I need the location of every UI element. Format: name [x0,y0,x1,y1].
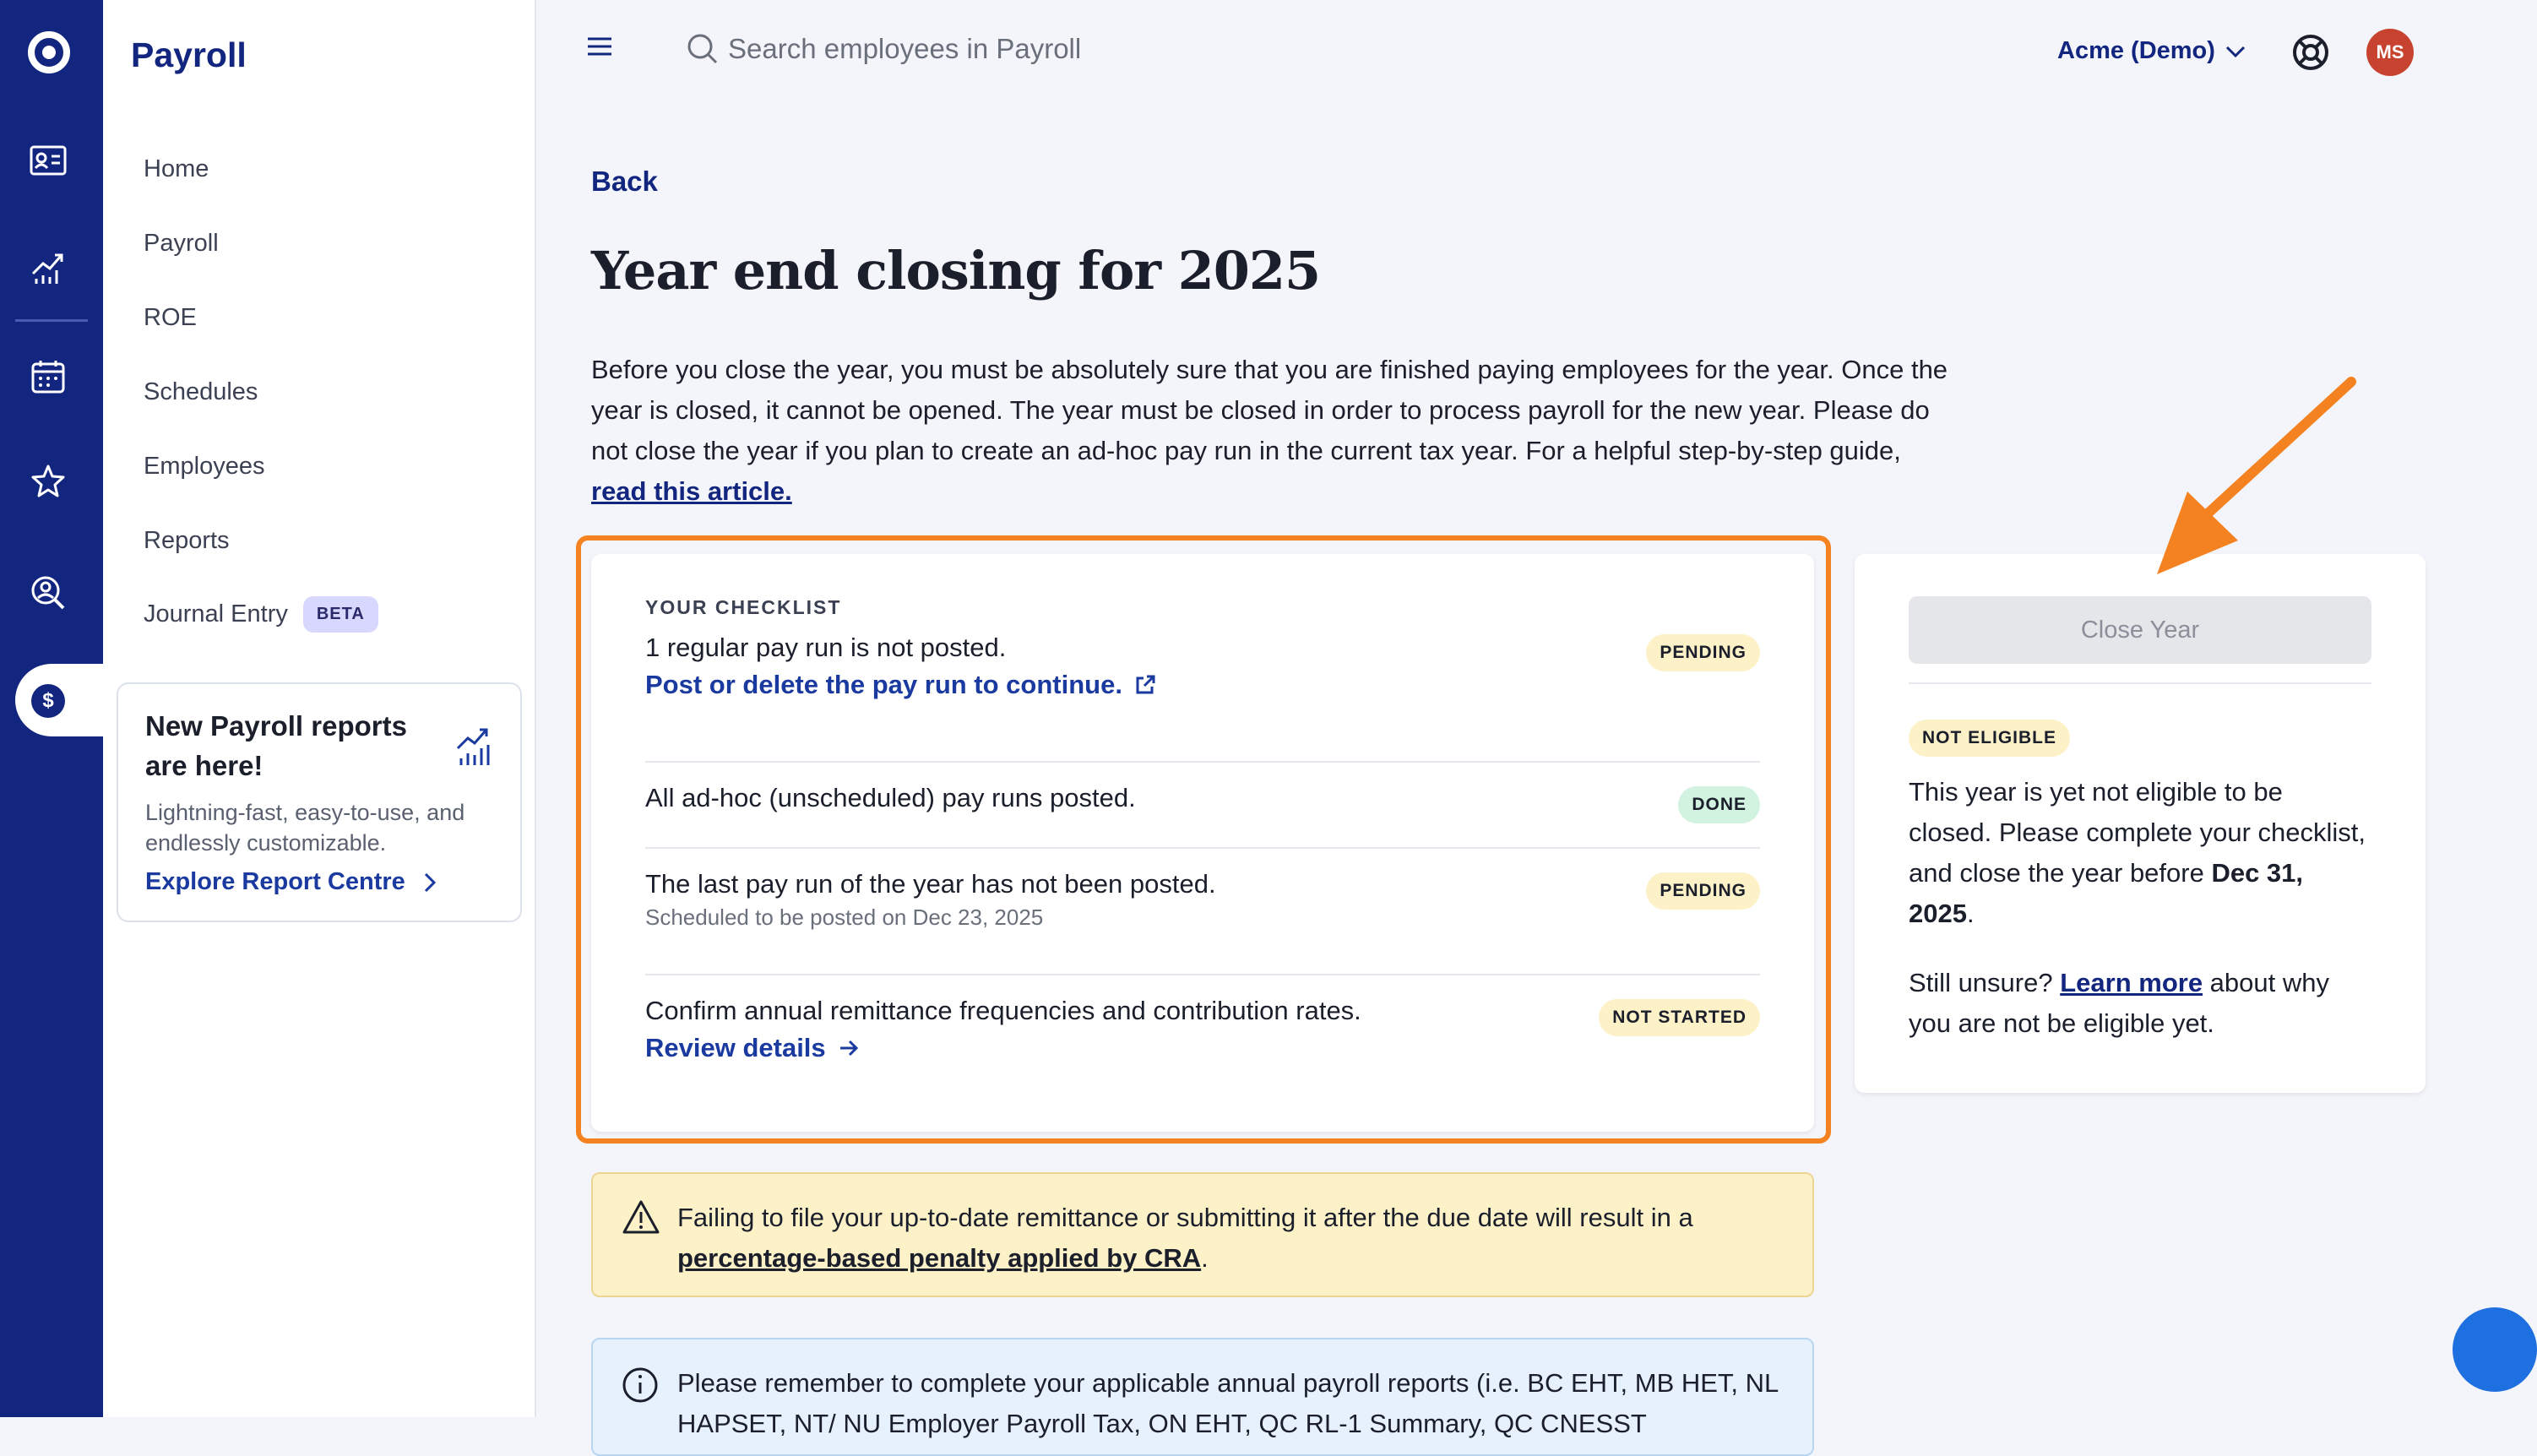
checklist-row [645,619,1760,763]
contact-card-icon[interactable] [26,139,70,182]
logo-icon[interactable] [28,31,70,73]
arrow-right-icon [838,1039,860,1057]
checklist-row [645,975,1760,1085]
close-year-button[interactable]: Close Year [1909,596,2371,664]
warning-triangle-icon [622,1199,660,1235]
checklist-row-text: 1 regular pay run is not posted. [645,633,1007,662]
avatar[interactable]: MS [2366,29,2414,76]
sidebar-item-schedules[interactable]: Schedules [144,378,258,405]
chat-button[interactable] [2453,1307,2537,1392]
search-placeholder: Search employees in Payroll [728,33,1082,64]
status-badge: PENDING [1646,872,1760,910]
checklist-row-text: The last pay run of the year has not been posted. [645,869,1216,899]
checklist-card [591,554,1814,1132]
org-switcher[interactable]: Acme (Demo) [2057,37,2246,65]
status-badge: NOT STARTED [1599,999,1760,1036]
app-rail [0,0,103,1417]
back-link[interactable]: Back [591,166,658,197]
info-icon [622,1366,659,1404]
intro-text: Before you close the year, you must be absolutely sure that you are finished paying employees for the year. Once the year is closed, it cannot be opened. The year must be closed in order to process payroll for the new year. Please do not close the year if you plan to create an ad-hoc pay run in the current tax year. For a helpful step-by-step guide, read this article. [591,355,1948,506]
chevron-right-icon [424,872,436,893]
status-badge: PENDING [1646,634,1760,671]
star-icon[interactable] [26,459,70,503]
post-pay-run-link[interactable]: Post or delete the pay run to continue. [645,670,1156,700]
promo-body: Lightning-fast, easy-to-use, and endlessly customizable. [145,800,465,856]
still-unsure-text: Still unsure? Learn more about why you are not be eligible yet. [1909,968,2329,1038]
beta-badge: BETA [303,596,378,633]
checklist-row [645,849,1760,975]
promo-title: New Payroll reports are here! [145,710,407,781]
sidebar-item-journal-entry[interactable]: Journal Entry BETA [144,596,378,633]
checklist-heading: YOUR CHECKLIST [645,596,842,618]
search-input[interactable] [686,32,1081,66]
explore-report-centre-link[interactable]: Explore Report Centre [145,868,493,896]
dollar-icon[interactable]: $ [31,684,65,718]
checklist-row [645,763,1760,849]
sidebar-title: Payroll [131,35,247,74]
calendar-icon[interactable] [26,355,70,399]
divider [1909,682,2371,684]
chevron-down-icon [2225,46,2246,57]
cra-penalty-link[interactable]: percentage-based penalty applied by CRA [677,1243,1202,1273]
status-badge: DONE [1678,786,1760,823]
review-details-link[interactable]: Review details [645,1033,860,1063]
rail-divider [15,319,88,322]
page-title: Year end closing for 2025 [591,240,1321,302]
annual-reports-info: Please remember to complete your applicable annual payroll reports (i.e. BC EHT, MB HET, NL HAPSET, NT/ NU Employer Payroll Tax, ON EHT, QC RL-1 Summary, QC CNESST [591,1338,1814,1456]
sidebar-item-employees[interactable]: Employees [144,453,265,480]
growth-chart-icon [454,726,492,767]
sidebar-item-home[interactable]: Home [144,155,209,182]
sidebar-item-roe[interactable]: ROE [144,304,197,331]
learn-more-link[interactable]: Learn more [2060,968,2203,997]
sidebar [103,0,536,1417]
annotation-arrow-icon [2145,372,2365,574]
penalty-warning: Failing to file your up-to-date remittance or submitting it after the due date will result in a percentage-based penalty applied by CRA. [591,1172,1814,1297]
close-year-card [1855,554,2426,1093]
promo-card [117,682,522,922]
hamburger-menu-icon[interactable] [586,35,613,59]
read-article-link[interactable]: read this article. [591,476,792,506]
not-eligible-badge: NOT ELIGIBLE [1909,720,2070,757]
sidebar-item-payroll[interactable]: Payroll [144,230,219,257]
growth-chart-icon[interactable] [26,247,70,291]
eligibility-text: This year is yet not eligible to be closed. Please complete your checklist, and close the year before Dec 31, 2025. [1909,777,2366,928]
checklist-row-text: All ad-hoc (unscheduled) pay runs posted. [645,783,1136,812]
checklist-row-text: Confirm annual remittance frequencies and contribution rates. [645,996,1361,1025]
search-person-icon[interactable] [26,571,70,615]
top-bar [537,0,2481,110]
checklist-row-subtext: Scheduled to be posted on Dec 23, 2025 [645,905,1044,930]
external-link-icon [1134,674,1156,696]
sidebar-item-reports[interactable]: Reports [144,527,230,554]
help-lifebuoy-icon[interactable] [2290,32,2331,73]
search-icon [686,32,720,66]
